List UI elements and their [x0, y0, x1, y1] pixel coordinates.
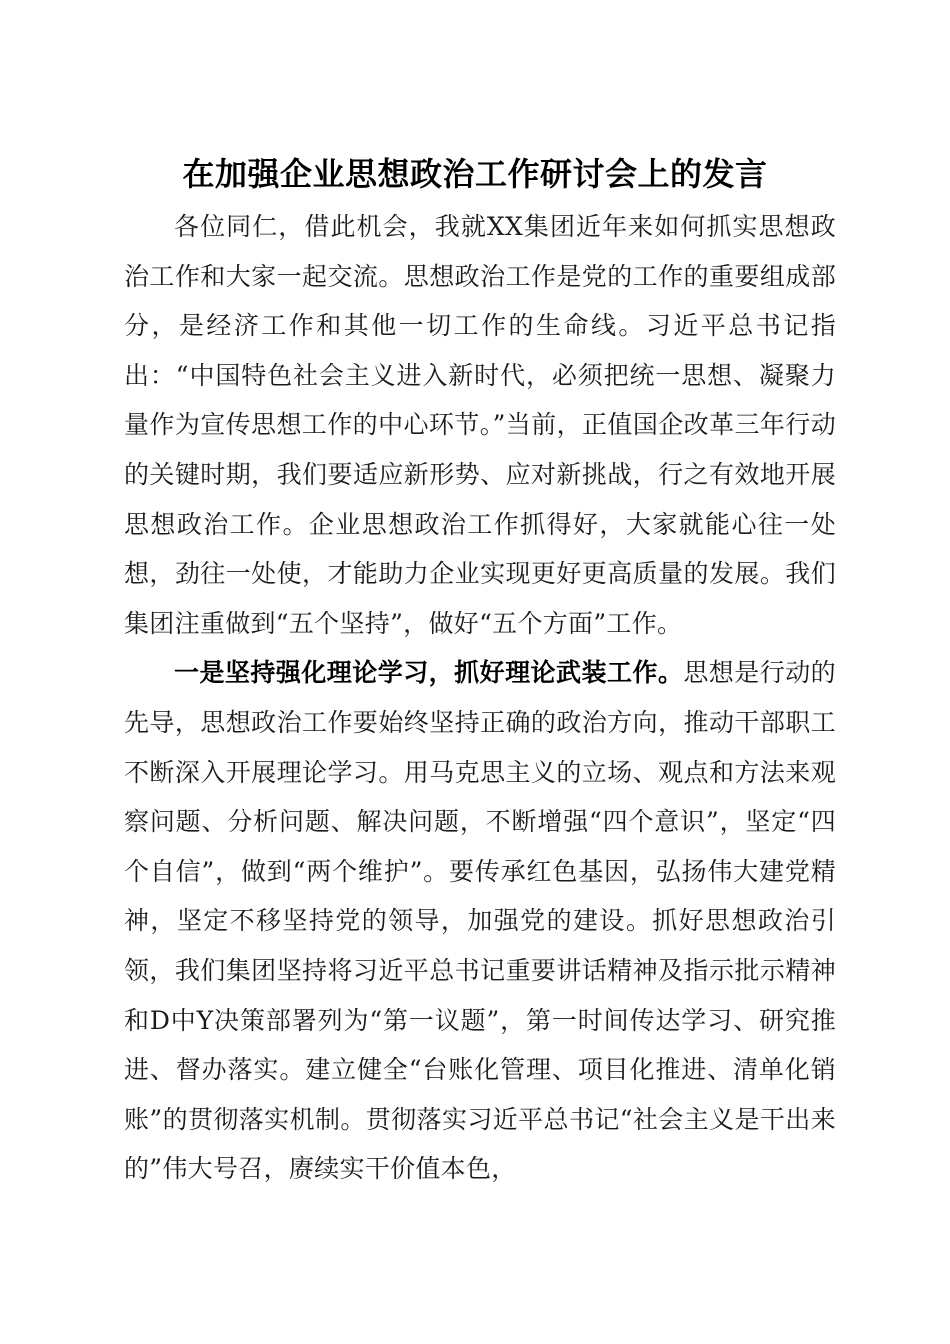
document-body: [124, 202, 836, 1194]
paragraph-point-one: [124, 648, 836, 1194]
paragraph-point-one-heading: 一是坚持强化理论学习，抓好理论武装工作。: [174, 658, 684, 688]
document-title: 在加强企业思想政治工作研讨会上的发言: [182, 155, 768, 194]
paragraph-intro-text: 各位同仁，借此机会，我就XX集团近年来如何抓实思想政治工作和大家一起交流。思想政治工作是党的工作的重要组成部分，是经济工作和其他一切工作的生命线。习近平总书记指出：“中国特色社会主义进入新时代，必须把统一思想、凝聚力量作为宣传思想工作的中心环节。”当前，正值国企改革三年行动的关键时期，我们要适应新形势、应对新挑战，行之有效地开展思想政治工作。企业思想政治工作抓得好，大家就能心往一处想，劲往一处使，才能助力企业实现更好更高质量的发展。我们集团注重做到“五个坚持”，做好“五个方面”工作。: [124, 212, 836, 638]
paragraph-point-one-text: 思想是行动的先导，思想政治工作要始终坚持正确的政治方向，推动干部职工不断深入开展理论学习。用马克思主义的立场、观点和方法来观察问题、分析问题、解决问题，不断增强“四个意识”，坚定“四个自信”，做到“两个维护”。要传承红色基因，弘扬伟大建党精神，坚定不移坚持党的领导，加强党的建设。抓好思想政治引领，我们集团坚持将习近平总书记重要讲话精神及指示批示精神和D中Y决策部署列为“第一议题”，第一时间传达学习、研究推进、督办落实。建立健全“台账化管理、项目化推进、清单化销账”的贯彻落实机制。贯彻落实习近平总书记“社会主义是干出来的”伟大号召，赓续实干价值本色，: [124, 658, 836, 1184]
paragraph-intro: [124, 202, 836, 648]
